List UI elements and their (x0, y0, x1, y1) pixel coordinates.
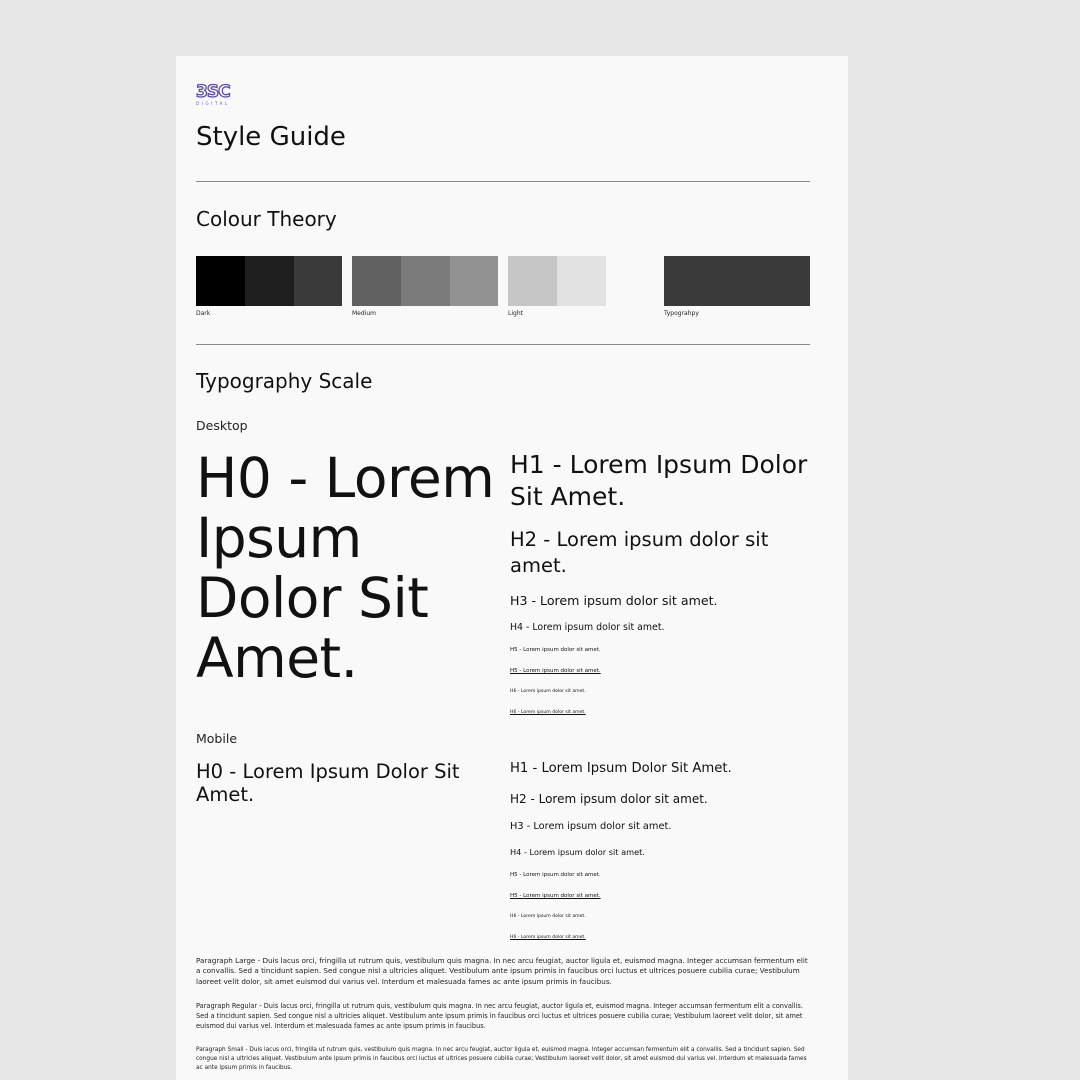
swatch-light-2 (557, 256, 606, 306)
logo-subtext: DIGITAL (196, 101, 230, 106)
mobile-h6-link-sample[interactable]: H6 - Lorem ipsum dolor sit amet. (510, 935, 586, 940)
desktop-h2-sample: H2 - Lorem ipsum dolor sit amet. (510, 528, 769, 577)
desktop-h6-link-sample[interactable]: H6 - Lorem ipsum dolor sit amet. (510, 710, 586, 715)
divider (196, 181, 810, 182)
page-title: Style Guide (196, 122, 346, 152)
desktop-h5-sample: H5 - Lorem ipsum dolor sit amet. (510, 647, 601, 653)
swatch-label-typography: Typograhpy (664, 310, 699, 317)
mobile-h2-sample: H2 - Lorem ipsum dolor sit amet. (510, 792, 708, 806)
desktop-label: Desktop (196, 418, 248, 433)
swatch-medium-2 (401, 256, 450, 306)
swatch-medium-1 (352, 256, 401, 306)
desktop-h0-sample: H0 - Lorem Ipsum Dolor Sit Amet. (196, 446, 495, 690)
desktop-h4-sample: H4 - Lorem ipsum dolor sit amet. (510, 622, 665, 633)
divider (196, 344, 810, 345)
paragraph-large-sample: Paragraph Large - Duis lacus orci, fringilla ut rutrum quis, vestibulum quis magna. In nec arcu feugiat, auctor ligula et, euismod magna. Integer accumsan fermentum elit a convallis. Sed a tincidunt sapien. Sed congue nisl a ultricies aliquet. Vestibulum ante ipsum primis in faucibus orci luctus et ultrices posuere cubilia curae; Vestibulum laoreet velit dolor, sit amet euismod dui varius vel. Interdum et malesuada fames ac ante ipsum primis in faucibus. (196, 956, 808, 986)
mobile-h5-link-sample[interactable]: H5 - Lorem ipsum dolor sit amet. (510, 893, 601, 899)
swatch-label-dark: Dark (196, 310, 211, 317)
paragraph-regular-sample: Paragraph Regular - Duis lacus orci, fringilla ut rutrum quis, vestibulum quis magna. In nec arcu feugiat, auctor ligula et, euismod magna. Integer accumsan fermentum elit a convallis. Sed a tincidunt sapien. Sed congue nisl a ultricies aliquet. Vestibulum ante ipsum primis in faucibus orci luctus et ultrices posuere cubilia curae; Vestibulum laoreet velit dolor, sit amet euismod dui varius vel. Interdum et malesuada fames ac ante ipsum primis in faucibus. (196, 1002, 803, 1030)
swatch-medium-3 (450, 256, 498, 306)
swatch-label-light: Light (508, 310, 523, 317)
swatch-light-1 (508, 256, 557, 306)
style-guide-sheet (176, 56, 848, 1080)
swatch-dark-3 (294, 256, 342, 306)
logo-wordmark: 3SC (196, 82, 230, 102)
mobile-h1-sample: H1 - Lorem Ipsum Dolor Sit Amet. (510, 761, 732, 776)
swatch-dark-1 (196, 256, 245, 306)
mobile-label: Mobile (196, 731, 238, 746)
mobile-h0-sample: H0 - Lorem Ipsum Dolor Sit Amet. (196, 760, 460, 806)
swatch-typography (664, 256, 810, 306)
desktop-h6-sample: H6 - Lorem ipsum dolor sit amet. (510, 689, 586, 694)
desktop-h5-link-sample[interactable]: H5 - Lorem ipsum dolor sit amet. (510, 668, 601, 674)
typography-scale-heading: Typography Scale (196, 369, 373, 393)
desktop-h1-sample: H1 - Lorem Ipsum Dolor Sit Amet. (510, 450, 808, 511)
swatch-dark-2 (245, 256, 294, 306)
paragraph-small-sample: Paragraph Small - Duis lacus orci, fringilla ut rutrum quis, vestibulum quis magna. In nec arcu feugiat, auctor ligula et, euismod magna. Integer accumsan fermentum elit a convallis. Sed a tincidunt sapien. Sed congue nisl a ultricies aliquet. Vestibulum ante ipsum primis in faucibus orci luctus et ultrices posuere cubilia curae; Vestibulum laoreet velit dolor, sit amet euismod dui varius vel. Interdum et malesuada fames ac ante ipsum primis in faucibus. (196, 1047, 807, 1072)
desktop-h3-sample: H3 - Lorem ipsum dolor sit amet. (510, 593, 718, 608)
brand-logo (196, 84, 242, 110)
colour-theory-heading: Colour Theory (196, 207, 337, 231)
swatch-label-medium: Medium (352, 310, 376, 317)
mobile-h4-sample: H4 - Lorem ipsum dolor sit amet. (510, 847, 645, 857)
mobile-h5-sample: H5 - Lorem ipsum dolor sit amet. (510, 872, 601, 878)
mobile-h3-sample: H3 - Lorem ipsum dolor sit amet. (510, 821, 672, 832)
mobile-h6-sample: H6 - Lorem ipsum dolor sit amet. (510, 914, 586, 919)
